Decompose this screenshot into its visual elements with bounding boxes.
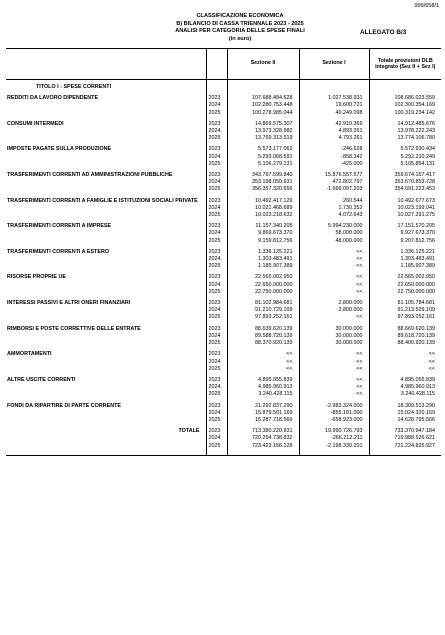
total-row xyxy=(6,435,441,442)
table-row xyxy=(6,146,441,153)
col-header-sezione1: Sezione I xyxy=(299,49,369,80)
label-spacer xyxy=(6,443,206,450)
category-label: IMPOSTE PAGATE SULLA PRODUZIONE xyxy=(7,146,112,153)
totale-value: << xyxy=(369,359,441,366)
year-cell: 2025 xyxy=(206,443,227,450)
sezione2-value: 5.106.279.131 xyxy=(227,161,299,168)
year-cell: 2023 xyxy=(206,146,227,153)
year-cell: 2025 xyxy=(206,238,227,245)
label-spacer xyxy=(6,289,206,296)
sezione1-value: -2.198.330.201 xyxy=(299,443,369,450)
totale-value: 10.027.291.275 xyxy=(369,212,441,219)
table-row xyxy=(6,223,441,230)
totale-value: 22.650.000.000 xyxy=(369,282,441,289)
year-cell: 2023 xyxy=(206,172,227,179)
sezione2-value: 720.254.738.832 xyxy=(227,435,299,442)
year-cell: 2024 xyxy=(206,154,227,161)
sezione1-value: -2.983.324.000 xyxy=(299,403,369,410)
label-spacer xyxy=(6,186,206,193)
totale-value: 10.023.199.041 xyxy=(369,205,441,212)
document-header xyxy=(150,13,330,43)
year-cell: 2025 xyxy=(206,212,227,219)
sezione1-value: << xyxy=(299,351,369,358)
sezione1-value: << xyxy=(299,314,369,321)
table-row xyxy=(6,300,441,307)
table-row xyxy=(6,403,441,410)
sezione1-value: 1.730.352 xyxy=(299,205,369,212)
sezione2-value: 5.293.068.591 xyxy=(227,154,299,161)
header-year-cell xyxy=(206,49,227,80)
sezione1-value: 2.800.000 xyxy=(299,307,369,314)
table-row xyxy=(6,314,441,321)
sezione1-value: 40.249.098 xyxy=(299,110,369,117)
totale-value: 15.024.320.169 xyxy=(369,410,441,417)
year-cell: 2024 xyxy=(206,128,227,135)
totale-value: 89.618.720.139 xyxy=(369,333,441,340)
totale-value: 10.492.677.673 xyxy=(369,198,441,205)
totale-value: 9.927.673.370 xyxy=(369,230,441,237)
year-cell: 2025 xyxy=(206,135,227,142)
sezione1-value: 58.000.000 xyxy=(299,230,369,237)
year-cell: 2024 xyxy=(206,102,227,109)
table-row xyxy=(6,230,441,237)
year-cell: 2025 xyxy=(206,186,227,193)
header-line-unit: (in euro) xyxy=(228,35,252,42)
sezione2-value: 100.278.985.044 xyxy=(227,110,299,117)
sezione1-value: 42.910.369 xyxy=(299,121,369,128)
table-row xyxy=(6,307,441,314)
label-spacer xyxy=(6,212,206,219)
sezione1-value: -1.666.097.203 xyxy=(299,186,369,193)
year-cell: 2023 xyxy=(206,377,227,384)
totale-value: 17.151.570.205 xyxy=(369,223,441,230)
totale-value: 18.309.513.290 xyxy=(369,403,441,410)
sezione2-value: 356.357.320.656 xyxy=(227,186,299,193)
sezione2-value: 88.370.920.139 xyxy=(227,340,299,347)
label-spacer xyxy=(6,179,206,186)
year-cell: 2025 xyxy=(206,161,227,168)
label-spacer xyxy=(6,307,206,314)
year-cell: 2024 xyxy=(206,410,227,417)
sezione1-value: 260.544 xyxy=(299,198,369,205)
label-spacer xyxy=(6,230,206,237)
totale-value: 13.774.106.780 xyxy=(369,135,441,142)
sezione1-value: 19.600.721 xyxy=(299,102,369,109)
sezione2-value: 89.588.720.139 xyxy=(227,333,299,340)
sezione2-value: 353.198.050.931 xyxy=(227,179,299,186)
sezione2-value: 91.210.729.109 xyxy=(227,307,299,314)
sezione1-value: 4.893.261 xyxy=(299,128,369,135)
category-label: INTERESSI PASSIVI E ALTRI ONERI FINANZIARI xyxy=(7,300,131,307)
totale-value: 88.669.620.139 xyxy=(369,326,441,333)
label-spacer xyxy=(6,102,206,109)
totale-value: 22.750.000.000 xyxy=(369,289,441,296)
year-cell: 2024 xyxy=(206,205,227,212)
table-row xyxy=(6,154,441,161)
sezione1-value: 5.994.230.000 xyxy=(299,223,369,230)
sezione2-value: 9.159.812.756 xyxy=(227,238,299,245)
sezione2-value: 22.650.000.000 xyxy=(227,282,299,289)
totale-value: 5.105.854.131 xyxy=(369,161,441,168)
sezione1-value: 30.000.000 xyxy=(299,326,369,333)
year-cell: 2024 xyxy=(206,435,227,442)
sezione2-value: 88.639.620.139 xyxy=(227,326,299,333)
year-cell: 2025 xyxy=(206,289,227,296)
sezione2-value: 713.380.220.931 xyxy=(227,428,299,435)
sezione1-value: 30.000.000 xyxy=(299,333,369,340)
year-cell: 2023 xyxy=(206,249,227,256)
label-spacer xyxy=(6,435,206,442)
totale-value: 5.292.210.249 xyxy=(369,154,441,161)
table-row xyxy=(6,135,441,142)
category-label: TRASFERIMENTI CORRENTI A IMPRESE xyxy=(7,223,112,230)
totale-value: 22.565.002.950 xyxy=(369,274,441,281)
label-spacer xyxy=(6,256,206,263)
totale-value: 102.300.354.169 xyxy=(369,102,441,109)
year-cell: 2025 xyxy=(206,391,227,398)
totale-value: 88.400.920.139 xyxy=(369,340,441,347)
sezione1-value: << xyxy=(299,384,369,391)
table-row xyxy=(6,186,441,193)
sezione2-value: << xyxy=(227,359,299,366)
total-row xyxy=(6,443,441,450)
sezione1-value: 4.072.643 xyxy=(299,212,369,219)
totale-value: 81.105.784.681 xyxy=(369,300,441,307)
sezione2-value: 3.240.428.115 xyxy=(227,391,299,398)
header-label-cell xyxy=(6,49,206,80)
label-spacer xyxy=(6,135,206,142)
sezione1-value: << xyxy=(299,289,369,296)
header-line-classification: CLASSIFICAZIONE ECONOMICA xyxy=(196,13,284,19)
sezione1-value: << xyxy=(299,282,369,289)
category-label: ALTRE USCITE CORRENTI xyxy=(7,376,76,383)
year-cell: 2025 xyxy=(206,263,227,270)
sezione1-value: -246.628 xyxy=(299,146,369,153)
label-spacer xyxy=(6,410,206,417)
totale-value: 13.978.222.243 xyxy=(369,128,441,135)
totale-value: 353.670.853.728 xyxy=(369,179,441,186)
sezione2-value: 13.973.328.982 xyxy=(227,128,299,135)
year-cell: 2024 xyxy=(206,256,227,263)
year-cell: 2025 xyxy=(206,366,227,373)
sezione1-value: 2.800.000 xyxy=(299,300,369,307)
sezione2-value: 5.573.177.062 xyxy=(227,146,299,153)
year-cell: 2024 xyxy=(206,333,227,340)
sezione2-value: 15.879.501.169 xyxy=(227,410,299,417)
sezione2-value: 81.102.984.681 xyxy=(227,300,299,307)
col-header-totale: Totale previsioni DLB integrato (Sez II + Sez I) xyxy=(369,49,441,80)
table-row xyxy=(6,351,441,358)
sezione2-value: 1.336.125.221 xyxy=(227,249,299,256)
sezione2-value: 343.797.599.840 xyxy=(227,172,299,179)
totale-value: 733.370.947.184 xyxy=(369,428,441,435)
table-row xyxy=(6,282,441,289)
totale-value: 359.674.157.417 xyxy=(369,172,441,179)
category-label: AMMORTAMENTI xyxy=(7,351,52,358)
sezione1-value: 15.876.557.577 xyxy=(299,172,369,179)
sezione2-value: 102.280.753.448 xyxy=(227,102,299,109)
table-row xyxy=(6,377,441,384)
year-cell: 2024 xyxy=(206,230,227,237)
label-spacer xyxy=(6,333,206,340)
sezione2-value: 15.287.718.566 xyxy=(227,417,299,424)
year-cell: 2025 xyxy=(206,340,227,347)
sezione2-value: 723.423.156.128 xyxy=(227,443,299,450)
totale-value: 3.240.428.115 xyxy=(369,391,441,398)
label-spacer xyxy=(6,359,206,366)
totale-value: 721.224.825.927 xyxy=(369,443,441,450)
sezione2-value: 1.185.907.389 xyxy=(227,263,299,270)
sezione2-value: 1.303.483.491 xyxy=(227,256,299,263)
sezione2-value: 4.895.055.839 xyxy=(227,377,299,384)
table-row xyxy=(6,95,441,102)
category-label: RISORSE PROPRIE UE xyxy=(7,274,67,281)
sezione2-value: 10.023.218.632 xyxy=(227,212,299,219)
label-spacer xyxy=(6,384,206,391)
table-row xyxy=(6,417,441,424)
table-row xyxy=(6,198,441,205)
label-spacer xyxy=(6,205,206,212)
label-spacer xyxy=(6,161,206,168)
sezione1-value: << xyxy=(299,391,369,398)
sezione2-value: 97.893.252.161 xyxy=(227,314,299,321)
table-row xyxy=(6,249,441,256)
table-row xyxy=(6,274,441,281)
table-row xyxy=(6,326,441,333)
totale-value: 91.213.529.109 xyxy=(369,307,441,314)
totale-value: 1.336.125.221 xyxy=(369,249,441,256)
header-line-analysis: ANALISI PER CATEGORIA DELLE SPESE FINALI xyxy=(175,28,305,35)
table-row xyxy=(6,333,441,340)
sezione1-value: << xyxy=(299,274,369,281)
year-cell: 2023 xyxy=(206,223,227,230)
category-label: TRASFERIMENTI CORRENTI A FAMIGLIE E ISTITUZIONI SOCIALI PRIVATE xyxy=(7,197,198,204)
sezione1-value: << xyxy=(299,366,369,373)
sezione2-value: 11.157.340.205 xyxy=(227,223,299,230)
sezione2-value: 13.769.313.519 xyxy=(227,135,299,142)
label-spacer xyxy=(6,417,206,424)
table-row xyxy=(6,102,441,109)
totale-value: 14.628.795.566 xyxy=(369,417,441,424)
totale-value: 354.691.223.453 xyxy=(369,186,441,193)
table-row xyxy=(6,172,441,179)
label-spacer xyxy=(6,282,206,289)
sezione1-value: 472.802.797 xyxy=(299,179,369,186)
table-row xyxy=(6,110,441,117)
label-spacer xyxy=(6,366,206,373)
category-label: TRASFERIMENTI CORRENTI AD AMMINISTRAZIONI PUBBLICHE xyxy=(7,172,173,179)
label-spacer xyxy=(6,340,206,347)
table-row xyxy=(6,366,441,373)
category-label: REDDITI DA LAVORO DIPENDENTE xyxy=(7,95,99,102)
sezione2-value: 4.985.960.913 xyxy=(227,384,299,391)
table-row xyxy=(6,384,441,391)
label-spacer xyxy=(6,110,206,117)
totale-value: 14.912.485.676 xyxy=(369,121,441,128)
total-label: TOTALE xyxy=(178,428,200,435)
totale-value: 97.893.252.161 xyxy=(369,314,441,321)
table-row xyxy=(6,340,441,347)
totale-value: 1.185.907.389 xyxy=(369,263,441,270)
table-row xyxy=(6,256,441,263)
category-label: CONSUMI INTERMEDI xyxy=(7,120,64,127)
category-label: TRASFERIMENTI CORRENTI A ESTERO xyxy=(7,248,110,255)
header-line-budget: B) BILANCIO DI CASSA TRIENNALE 2023 - 2025 xyxy=(176,20,304,27)
sezione2-value: << xyxy=(227,366,299,373)
totale-value: << xyxy=(369,366,441,373)
sezione2-value: 9.869.673.370 xyxy=(227,230,299,237)
sezione1-value: -855.181.000 xyxy=(299,410,369,417)
sezione1-value: << xyxy=(299,256,369,263)
total-row xyxy=(6,428,441,435)
totale-value: 4.895.055.839 xyxy=(369,377,441,384)
year-cell: 2023 xyxy=(206,300,227,307)
table-row xyxy=(6,161,441,168)
sezione2-value: 22.565.002.950 xyxy=(227,274,299,281)
totale-value: 1.303.483.491 xyxy=(369,256,441,263)
sezione1-value: 48.000.000 xyxy=(299,238,369,245)
year-cell: 2023 xyxy=(206,351,227,358)
totale-value: 5.572.930.434 xyxy=(369,146,441,153)
table-header-row xyxy=(6,49,441,80)
sezione1-value: << xyxy=(299,249,369,256)
budget-table xyxy=(6,48,441,456)
sezione2-value: 14.869.575.307 xyxy=(227,121,299,128)
col-header-sezione2: Sezione II xyxy=(227,49,299,80)
allegato-label: ALLEGATO B/3 xyxy=(360,29,407,36)
sezione2-value: << xyxy=(227,351,299,358)
page-number: 999/658/1 xyxy=(414,3,439,9)
sezione1-value: << xyxy=(299,263,369,270)
section-title: TITOLO I - SPESE CORRENTI xyxy=(36,84,112,90)
table-row xyxy=(6,212,441,219)
year-cell: 2023 xyxy=(206,428,227,435)
totale-value: 9.207.812.756 xyxy=(369,238,441,245)
year-cell: 2023 xyxy=(206,121,227,128)
table-row xyxy=(6,410,441,417)
year-cell: 2023 xyxy=(206,274,227,281)
totale-value: 100.319.234.142 xyxy=(369,110,441,117)
table-row xyxy=(6,263,441,270)
totale-value: 108.686.023.559 xyxy=(369,95,441,102)
label-spacer xyxy=(6,314,206,321)
year-cell: 2024 xyxy=(206,384,227,391)
table-row xyxy=(6,359,441,366)
label-spacer xyxy=(6,238,206,245)
table-row xyxy=(6,128,441,135)
year-cell: 2023 xyxy=(206,326,227,333)
section-title-row xyxy=(6,84,441,91)
sezione2-value: 10.492.417.129 xyxy=(227,198,299,205)
sezione1-value: 1.027.538.931 xyxy=(299,95,369,102)
label-spacer xyxy=(6,154,206,161)
table-row xyxy=(6,121,441,128)
sezione1-value: << xyxy=(299,359,369,366)
sezione1-value: 19.990.726.793 xyxy=(299,428,369,435)
category-label: RIMBORSI E POSTE CORRETTIVE DELLE ENTRATE xyxy=(7,325,141,332)
sezione1-value: << xyxy=(299,377,369,384)
totale-value: << xyxy=(369,351,441,358)
label-spacer xyxy=(6,128,206,135)
sezione2-value: 10.021.468.689 xyxy=(227,205,299,212)
totale-value: 719.988.526.621 xyxy=(369,435,441,442)
year-cell: 2024 xyxy=(206,179,227,186)
table-row xyxy=(6,179,441,186)
year-cell: 2023 xyxy=(206,198,227,205)
label-spacer xyxy=(6,263,206,270)
year-cell: 2024 xyxy=(206,282,227,289)
sezione1-value: 4.793.261 xyxy=(299,135,369,142)
year-cell: 2023 xyxy=(206,95,227,102)
year-cell: 2025 xyxy=(206,110,227,117)
year-cell: 2025 xyxy=(206,314,227,321)
totale-value: 4.985.960.913 xyxy=(369,384,441,391)
year-cell: 2024 xyxy=(206,359,227,366)
table-row xyxy=(6,289,441,296)
sezione1-value: -425.000 xyxy=(299,161,369,168)
sezione1-value: 30.000.000 xyxy=(299,340,369,347)
sezione2-value: 21.292.837.290 xyxy=(227,403,299,410)
table-row xyxy=(6,391,441,398)
table-row xyxy=(6,238,441,245)
year-cell: 2024 xyxy=(206,307,227,314)
sezione2-value: 107.688.484.628 xyxy=(227,95,299,102)
label-spacer xyxy=(6,391,206,398)
year-cell: 2025 xyxy=(206,417,227,424)
sezione1-value: -658.923.000 xyxy=(299,417,369,424)
year-cell: 2023 xyxy=(206,403,227,410)
sezione1-value: -266.212.211 xyxy=(299,435,369,442)
table-row xyxy=(6,205,441,212)
sezione1-value: -858.342 xyxy=(299,154,369,161)
category-label: FONDI DA RIPARTIRE DI PARTE CORRENTE xyxy=(7,402,122,409)
sezione2-value: 22.750.000.000 xyxy=(227,289,299,296)
